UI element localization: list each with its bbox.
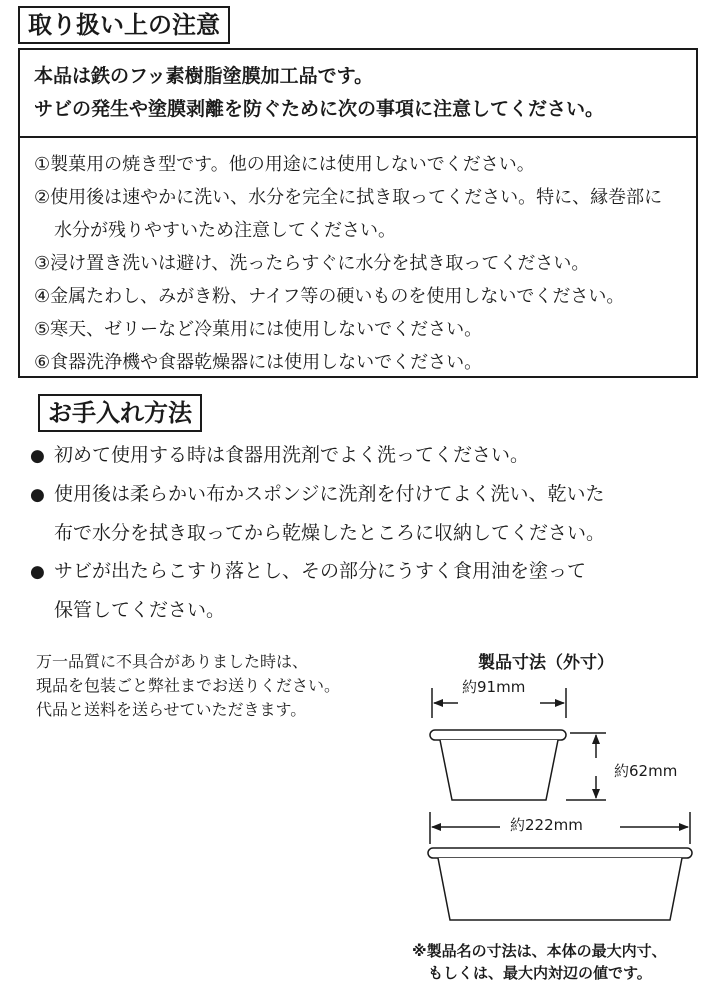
care-item-2-text: ②使用後は速やかに洗い、水分を完全に拭き取ってください。特に、縁巻部に [34, 187, 663, 208]
top-width-label: 約91mm [462, 678, 526, 696]
care-item-4-text: ④金属たわし、みがき粉、ナイフ等の硬いものを使用しないでください。 [34, 286, 625, 307]
maintenance-item-3-text: サビが出たらこすり落とし、その部分にうすく食用油を塗って [54, 560, 587, 582]
care-item-5-text: ⑤寒天、ゼリーなど冷菓用には使用しないでください。 [34, 319, 483, 340]
dimensions-title: 製品寸法（外寸） [478, 653, 614, 673]
contact-line-1: 万一品質に不具合がありました時は、 [36, 652, 309, 671]
height-label: 約62mm [614, 762, 678, 780]
care-heading: 取り扱い上の注意 [18, 6, 230, 44]
large-pan-outline [428, 848, 692, 920]
care-item-2-text-cont: 水分が残りやすいため注意してください。 [54, 220, 396, 241]
maintenance-item-1-text: 初めて使用する時は食器用洗剤でよく洗ってください。 [54, 444, 530, 466]
footnote-line-1: ※製品名の寸法は、本体の最大内寸、 [412, 942, 667, 960]
care-intro-line-2: サビの発生や塗膜剥離を防ぐために次の事項に注意してください。 [34, 98, 605, 120]
maintenance-item-2-text: 使用後は柔らかい布かスポンジに洗剤を付けてよく洗い、乾いた [54, 483, 605, 505]
dimensions-footnote [412, 940, 712, 984]
care-intro-line-1: 本品は鉄のフッ素樹脂塗膜加工品です。 [34, 65, 374, 87]
small-pan-outline [430, 730, 566, 800]
care-item-6-text: ⑥食器洗浄機や食器乾燥器には使用しないでください。 [34, 352, 483, 373]
care-item-3-text: ③浸け置き洗いは避け、洗ったらすぐに水分を拭き取ってください。 [34, 253, 590, 274]
care-item-1-text: ①製菓用の焼き型です。他の用途には使用しないでください。 [34, 154, 535, 175]
maintenance-item-3-text-cont: 保管してください。 [54, 599, 226, 621]
contact-line-3: 代品と送料を送らせていただきます。 [36, 700, 307, 719]
bullet-icon: ● [30, 485, 45, 505]
bottom-width-label: 約222mm [510, 816, 583, 834]
contact-line-2: 現品を包装ごと弊社までお送りください。 [36, 676, 341, 695]
maintenance-item-2-text-cont: 布で水分を拭き取ってから乾燥したところに収納してください。 [54, 522, 606, 544]
footnote-line-2: もしくは、最大内対辺の値です。 [428, 964, 652, 982]
maintenance-heading: お手入れ方法 [38, 394, 202, 432]
bullet-icon: ● [30, 562, 45, 582]
bullet-icon: ● [30, 446, 45, 466]
height-dimension-line [566, 733, 606, 800]
